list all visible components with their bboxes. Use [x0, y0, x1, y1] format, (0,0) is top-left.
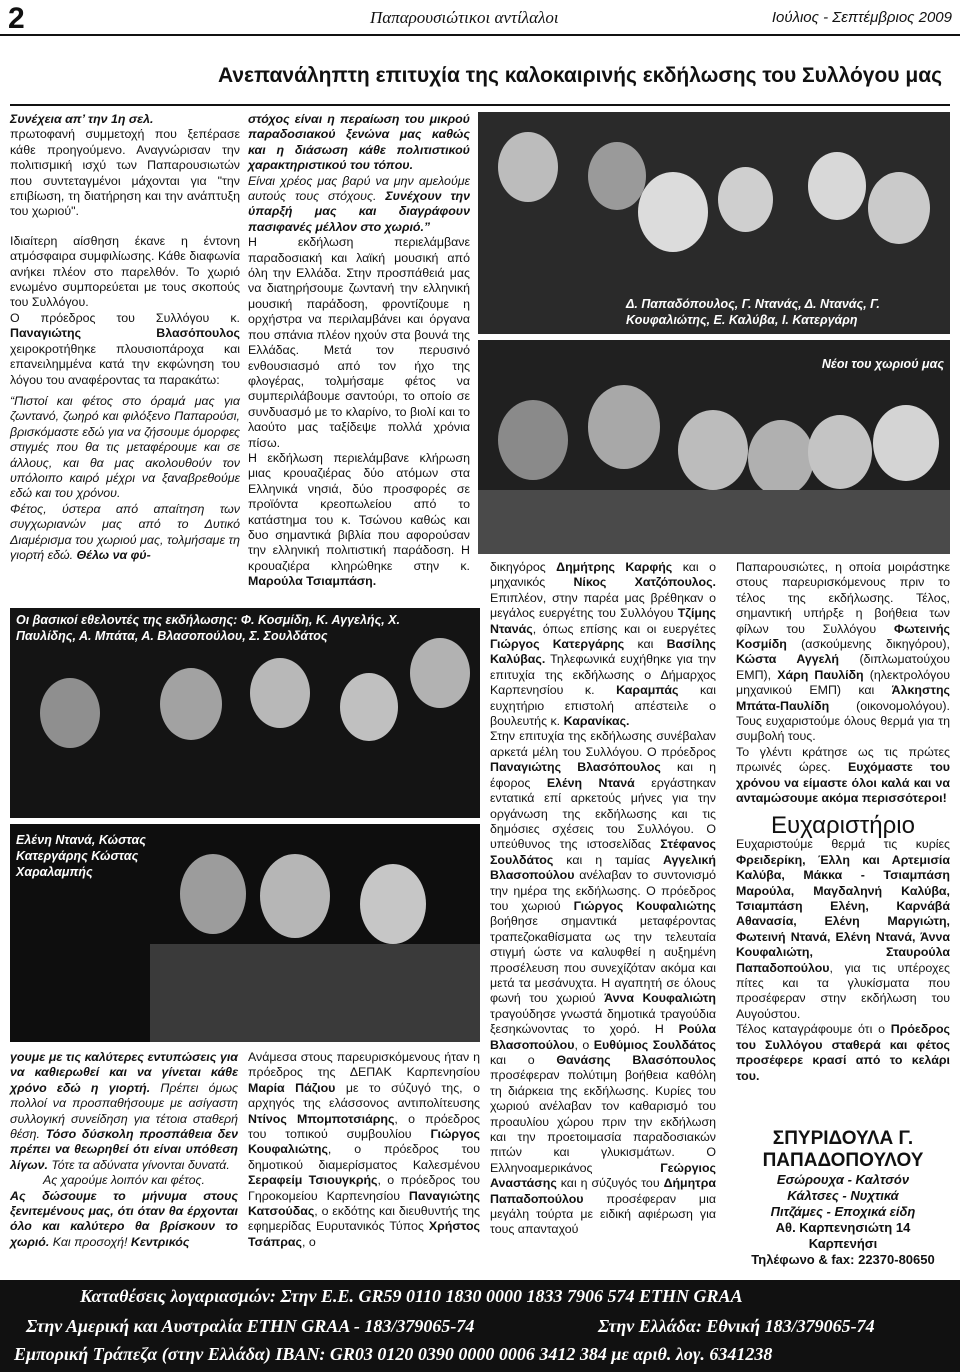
paragraph [736, 837, 950, 1022]
text-run: Βασίλης Καλύβας. [490, 637, 716, 667]
text-run: Χρήστος Τσάπρας [248, 1219, 480, 1249]
ad-phone: Τηλέφωνο & fax: 22370-80650 [751, 1252, 935, 1267]
text-run: Νίκος Χατζόπουλος. [573, 575, 716, 590]
text-run: Φωτεινής Κοσμίδη [736, 621, 950, 652]
text-run: Ντίνος Μπομποτσιάρης [248, 1111, 395, 1126]
paragraph [736, 560, 950, 745]
shop-advertisement [736, 1128, 950, 1268]
page-header [0, 0, 960, 36]
photo-caption: Νέοι του χωριού μας [821, 357, 944, 371]
column-4 [736, 560, 950, 807]
text-run: Φέτος, ύστερα από απαίτηση των συγχωριανών μας από το Δυτικό Διαμέρισμα του χωριού μας, τολμήσαμε τη γιορτή εδώ. [10, 501, 240, 562]
paragraph [10, 1050, 238, 1173]
column-2-bottom [248, 1050, 480, 1250]
text-run: βοήθησε σημαντικά μεταφέροντας τραπεζοκαθίσματα ως την τελευταία στιγμή ώστε να καλυφθεί η αυξημένη προσέλευση που συνεχίζόταν ακόμα και μετά τα μεσάνυχτα. Η αγαπητή σε όλους φωνή του χωριού [490, 914, 716, 1006]
paragraph [736, 1022, 950, 1084]
photo-youth [478, 340, 950, 554]
text-run: Ο πρόεδρος του Συλλόγου κ. [10, 310, 240, 325]
text-run: Μαρούλα Τσιαμπάση. [248, 574, 377, 589]
text-run: Γιώργος Κατεργάρης [490, 637, 625, 652]
text-run: Καρανίκας. [563, 714, 630, 729]
footer-line: Εμπορική Τράπεζα (στην Ελλάδα) ΙΒΑΝ: GR03 0120 0390 0000 0006 3412 384 με αριθ. λογ. 6341238 [14, 1344, 773, 1364]
ad-line: Εσώρουχα - Καλτσόν [776, 1172, 910, 1187]
quote-paragraph [10, 502, 240, 564]
text-run: Γιώργος Κουφαλιώτης [573, 898, 717, 913]
ad-line: Αθ. Καρπενησιώτη 14 [775, 1220, 911, 1235]
text-run: , ο πρόεδρος του τοπικού συμβουλίου [248, 1111, 480, 1142]
text-run: Άννα Κουφαλιώτη [604, 991, 716, 1006]
text-run: , ο εκδότης και διευθυντής της εφημερίδας Ευρυτανικός Τύπος [248, 1204, 480, 1234]
footer-line: Καταθέσεις λογαριασμών: Στην Ε.Ε. GR59 0110 1830 0000 1833 7906 574 ETHN GRAA [80, 1286, 743, 1306]
paragraph: πρωτοφανή συμμετοχή που ξεπέρασε κάθε προηγούμενο. Αναγνώρισαν την πολιτισμική ισχύ των Παπαρουσιωτών που συντεταγμένοι μάχονται για "την επιβίωση, τη διατήρηση και την ανάπτυξη του χωριού". [10, 127, 240, 219]
bank-accounts-footer [0, 1280, 960, 1372]
text-run: Δήμητρα Παπαδοπούλου [490, 1176, 716, 1206]
text-run: τραγούδησε γνωστά δημοτικά τραγούδια ξεσηκώνοντας το χορό. Η [490, 1006, 716, 1037]
text-run: και ο μηχανικός [490, 560, 716, 590]
text-run: , για τις υπέροχες πίτες και τα γλυκίσματα που προσέφεραν στην εκδήλωση του Αυγούστου. [736, 960, 950, 1021]
text-run: , ο [574, 1037, 594, 1052]
text-run: και η έφορος [490, 760, 716, 790]
paragraph [490, 729, 716, 1237]
photo-volunteers [10, 608, 480, 818]
text-run: (διπλωματούχου ΕΜΠ), [736, 652, 950, 682]
ad-name-line: ΣΠΥΡΙΔΟΥΛΑ Γ. [772, 1128, 914, 1149]
text-run: με το σύζυγό της, ο αρχηγός της ελάσσονος αντιπολίτευσης [248, 1080, 480, 1111]
text-run: και [624, 637, 667, 652]
text-run: Καραμπάς [616, 683, 679, 698]
text-run: Θανάσης Βλασόπουλος [556, 1053, 716, 1067]
text-run: Τζίμης Ντανάς [490, 606, 716, 636]
text-run: Ευθύμιος Σουλδάτος [593, 1037, 717, 1052]
text-run: και ευχητήριο επιστολή απέστειλε ο βουλευτής κ. [490, 683, 716, 729]
text-run: Τότε τα αδύνατα γίνονται δυνατά. [47, 1157, 230, 1172]
text-run: Δημήτρης Καρφής [556, 560, 673, 574]
text-run: Χάρη Παυλίδη [777, 667, 864, 682]
column-3 [490, 560, 716, 1238]
photo-dancing [478, 112, 950, 334]
text-run: (ασκούμενης δικηγόρου), [786, 637, 950, 652]
text-run: Θέλω να φύ- [76, 547, 151, 562]
text-run: Πρόεδρος του Συλλόγου σταθερά και φέτος προσέφερε κρασί από το κελάρι του. [736, 1022, 950, 1083]
text-run: Συνέχουν την ύπαρξή μας και διαγράφουν πασιφανές μέλλον στο χωριό.” [248, 189, 471, 234]
thanks-title: Ευχαριστήριο [771, 812, 915, 839]
text-run: ανέλαβαν το συντονισμό την ημέρα της εκδήλωσης. Ο πρόεδρος του χωριού [490, 868, 716, 913]
text-run: γουμε με τις καλύτερες εντυπώσεις για να καθιερωθεί και να γίνεται κάθε χρόνο εδώ η γιορτή. [10, 1050, 238, 1095]
quote-paragraph: “Πιστοί και φέτος στο όραμά μας για ζωντανό, ζωηρό και φιλόξενο Παπαρούσι, βρισκόμαστε εδώ για να ζήσουμε όμορφες στιγμές που θα τις μεταφέρουμε και σε άλλους, και θα μας ακολουθούν τον υπόλοιπο καιρό μέχρι να ξαναβρεθούμε εδώ και του χρόνου. [10, 393, 240, 501]
paragraph: Ιδιαίτερη αίσθηση έκανε η έντονη ατμόσφαιρα συμφιλίωσης. Κάθε διαφωνία ανήκει πλέον στο παρελθόν. Το χωριό ενωμένο συμπορεύεται με τους σκοπούς του Συλλόγου. [10, 233, 240, 310]
text-run: Παναγιώτης Κατσούδας [248, 1188, 480, 1219]
ad-name-line: ΠΑΠΑΔΟΠΟΥΛΟΥ [762, 1150, 924, 1171]
text-run: Παναγιώτης Βλασόπουλος [10, 326, 240, 341]
text-run: Ευχόμαστε του χρόνου να είμαστε όλοι καλά και να ανταμώσουμε ακόμα περισσότεροι! [736, 760, 950, 806]
article-headline: Ανεπανάληπτη επιτυχία της καλοκαιρινής εκδήλωσης του Συλλόγου μας [217, 64, 943, 87]
photo-caption: Ελένη Ντανά, Κώστας Κατεργάρης Κώστας Χαραλαμπής [16, 833, 146, 879]
text-run: Στην επιτυχία της εκδήλωσης συνέβαλαν αρκετά μέλη του Συλλόγου. Ο πρόεδρος [490, 729, 716, 759]
text-run: προσέφεραν μια μεγάλη τούρτα με ειδική αφιέρωση για τους απανταχού [490, 1191, 716, 1237]
text-run: Φρειδερίκη, Έλλη και Αρτεμισία Καλύβα, Μάκκα - Τσιαμπάση Μαρούλα, Μαγδαληνή Καλύβα, Τσιαμπάση Ελένη, Καρνάβά Αθανασία, Ελένη Μαργιώτη, Φωτεινή Ντανά, Ελένη Ντανά, Άννα Κουφαλιώτη, Σταυρούλα Παπαδοπούλου [736, 852, 950, 975]
text-run: Επιπλέον, στην παρέα μας βρέθηκαν ο μεγάλος ευεργέτης του Συλλόγου [490, 590, 716, 621]
text-run: Αγγελική Βλασοπούλου [490, 852, 716, 883]
footer-line: Στην Ελλάδα: Εθνική 183/379065-74 [598, 1316, 875, 1336]
text-run: Είναι χρέος μας βαρύ να μην αμελούμε αυτούς τους στόχους. [248, 173, 470, 204]
column-2-top [248, 112, 470, 590]
photo-three-people [10, 824, 480, 1042]
text-run: Πρέπει όμως πολλοί να προσπαθήσουμε με ασίγαστη συλλογική συνείδηση για τέτοια σταθερή θέση. [10, 1080, 238, 1142]
paragraph [248, 1050, 480, 1250]
paragraph [248, 451, 470, 590]
footer-line: Στην Αμερική και Αυστραλία ETHN GRAA - 183/379065-74 [26, 1316, 475, 1336]
quote-paragraph [248, 174, 470, 236]
continued-note: Συνέχεια απ’ την 1η σελ. [10, 112, 154, 126]
text-run: προσέφεραν πολύτιμη βοήθεια καθόλη τη διάρκεια της εκδήλωσης. Κυρίες του χωριού ανέλαβαν τον καθαρισμό του προαυλίου χώρου πριν την εκδήλωση και την προετοιμασία παραδοσιακών πιτών και γλυκισμάτων. Ο Ελληνοαμερικάνος [490, 1068, 716, 1175]
text-run: (ηλεκτρολόγου μηχανικού ΕΜΠ) και [736, 667, 950, 698]
text-run: , όπως επίσης και οι ευεργέτες [532, 621, 716, 636]
newspaper-title: Παπαρουσιώτικοι αντίλαλοι [370, 8, 559, 27]
text-run: Η εκδήλωση περιελάμβανε κλήρωση μιας κρουαζιέρας δύο ατόμων στα Ελληνικά νησιά, δύο προσφορές σε προϊόντα κρεοπωλείου από το κατάστημα του κ. Τσώνου καθώς και δυο σημαντικά βιβλία που αφορούσαν την ελληνική πολιτιστική παράδοση. Η κρουαζιέρα κληρώθηκε στην κ. [248, 450, 470, 573]
column-1-top [10, 112, 240, 563]
thanks-box [736, 812, 950, 1084]
text-run: Παναγιώτης Βλασόπουλος [490, 760, 661, 775]
text-run: Γιώργος Κουφαλιώτης [248, 1127, 480, 1157]
text-run: και η ταμίας [553, 852, 664, 867]
text-run: Κώστα Αγγελή [736, 652, 840, 667]
text-run: , ο [301, 1234, 316, 1249]
ad-line: Καρπενήσι [808, 1236, 878, 1251]
ad-line: Κάλτσες - Νυχτικά [787, 1188, 899, 1203]
text-run: Ρούλα Βλασοπούλου [490, 1022, 716, 1052]
text-run: Ευχαριστούμε θερμά τις κυρίες [736, 837, 950, 852]
text-run: Ανάμεσα στους παρευρισκόμενους ήταν η πρόεδρος της ΔΕΠΑΚ Καρπενησίου [248, 1050, 480, 1080]
headline-rule [10, 104, 950, 106]
text-run: και η σύζυγός του [556, 1176, 664, 1191]
text-run: , ο πρόεδρος του δημοτικού διαμερίσματος Καλεσμένου [248, 1142, 480, 1172]
issue-date: Ιούλιος - Σεπτέμβριος 2009 [771, 9, 952, 26]
text-run: Άλκηστης Μπάτα-Παυλίδη [736, 683, 950, 713]
text-run: Τηλεφωνικά ευχήθηκε για την επιτυχία της εκδήλωσης ο Δήμαρχος Καρπενησίου κ. [490, 652, 716, 698]
paragraph: Ας χαρούμε λοιπόν και φέτος. [43, 1173, 205, 1188]
photo-caption: Οι βασικοί εθελοντές της εκδήλωσης: Φ. Κοσμίδη, Κ. Αγγελής, Χ. Παυλίδης, Α. Μπάτα, Α. Βλασοπούλου, Σ. Σουλδάτος [16, 613, 400, 643]
paragraph: Η εκδήλωση περιελάμβανε παραδοσιακή και λαϊκή μουσική από όλη την Ελλάδα. Στην προσπάθειά μας να διατηρήσουμε ζωντανή την ελληνική μουσική παράδοση, φροντίζουμε η ορχήστρα να περιλαμβάνει και όργανα που σπάνια πλέον ηχούν στα βουνά της Ελλάδας. Μετά τον περυσινό ενθουσιασμό από τον ήχο της φλογέρας, τολμήσαμε φέτος να συμπεριλάβουμε σαντούρι, το οποίο σε συνδυασμό με το κλαρίνο, το βιολί και το λαούτο μας ταξίδεψε πολλά χρόνια πίσω. [248, 235, 470, 450]
text-run: Τέλος καταγράφουμε ότι ο [736, 1022, 891, 1037]
text-run: χειροκροτήθηκε πλουσιοπάροχα και επανειλημμένα κατά την εκφώνηση του λόγου του αναφέροντας τα παρακάτω: [10, 341, 240, 387]
paragraph [10, 311, 240, 388]
text-run: (οικονομολόγου). Τους ευχαριστούμε όλους θερμά για τη συμβολή τους. [736, 698, 950, 744]
text-run: Το γλέντι κράτησε ως τις πρώτες πρωινές ώρες. [736, 744, 950, 775]
text-run: Στέφανος Σουλδάτος [490, 837, 716, 867]
text-run: Ελένη Ντανά [546, 775, 635, 790]
text-run: εργάστηκαν εντατικά επί αρκετούς μήνες για την οργάνωση της εκδήλωσης και τις δημόσιες σχέσεις του Συλλόγου. Ο υπεύθυνος της ιστοσελίδας [490, 775, 716, 852]
text-run: Κεντρικός [130, 1234, 190, 1249]
paragraph [10, 1189, 238, 1251]
text-run: , ο πρόεδρος του Γηροκομείου Καρπενησίου [248, 1173, 480, 1203]
text-run: δικηγόρος [490, 560, 557, 574]
text-run: Ας δώσουμε το μήνυμα στους ξενιτεμένους μας, ότι όταν θα έρχονται όλο και καλύτερο θα βρίσκουν το χωριό. [10, 1188, 238, 1249]
paragraph [736, 745, 950, 807]
photo-caption: Δ. Παπαδόπουλος, Γ. Ντανάς, Δ. Ντανάς, Γ. Κουφαλιώτης, Ε. Καλύβα, Ι. Κατεργάρη [626, 297, 880, 327]
quote-paragraph: στόχος είναι η περαίωση του μικρού παραδοσιακού ξενώνα μας καθώς και η διάσωση κάθε πολιτιστικού χαρακτηριστικού του τόπου. [248, 112, 470, 173]
text-run: και ο [490, 1053, 557, 1067]
text-run: Σεραφείμ Τσιουγκρής [248, 1173, 378, 1188]
page-number: 2 [8, 2, 25, 35]
text-run: Γεώργιος Αναστάσης [490, 1160, 716, 1191]
text-run: Και προσοχή! [49, 1234, 131, 1249]
text-run: Παπαρουσιώτες, η οποία μοιράστηκε στους παρευρισκόμενους πριν το τέλος της εκδήλωσης. Τέλος, σημαντική υπήρξε η βοήθεια των φίλων του Συλλόγου [736, 560, 950, 636]
ad-line: Πιτζάμες - Εποχικά είδη [770, 1204, 916, 1219]
paragraph [490, 560, 716, 729]
text-run: Τόσο δύσκολη προσπάθεια δεν πρέπει να θεωρηθεί ότι είναι υπόθεση λίγων. [10, 1127, 238, 1172]
text-run: Μαρία Πάζιου [248, 1080, 336, 1095]
column-1-bottom [10, 1050, 238, 1250]
